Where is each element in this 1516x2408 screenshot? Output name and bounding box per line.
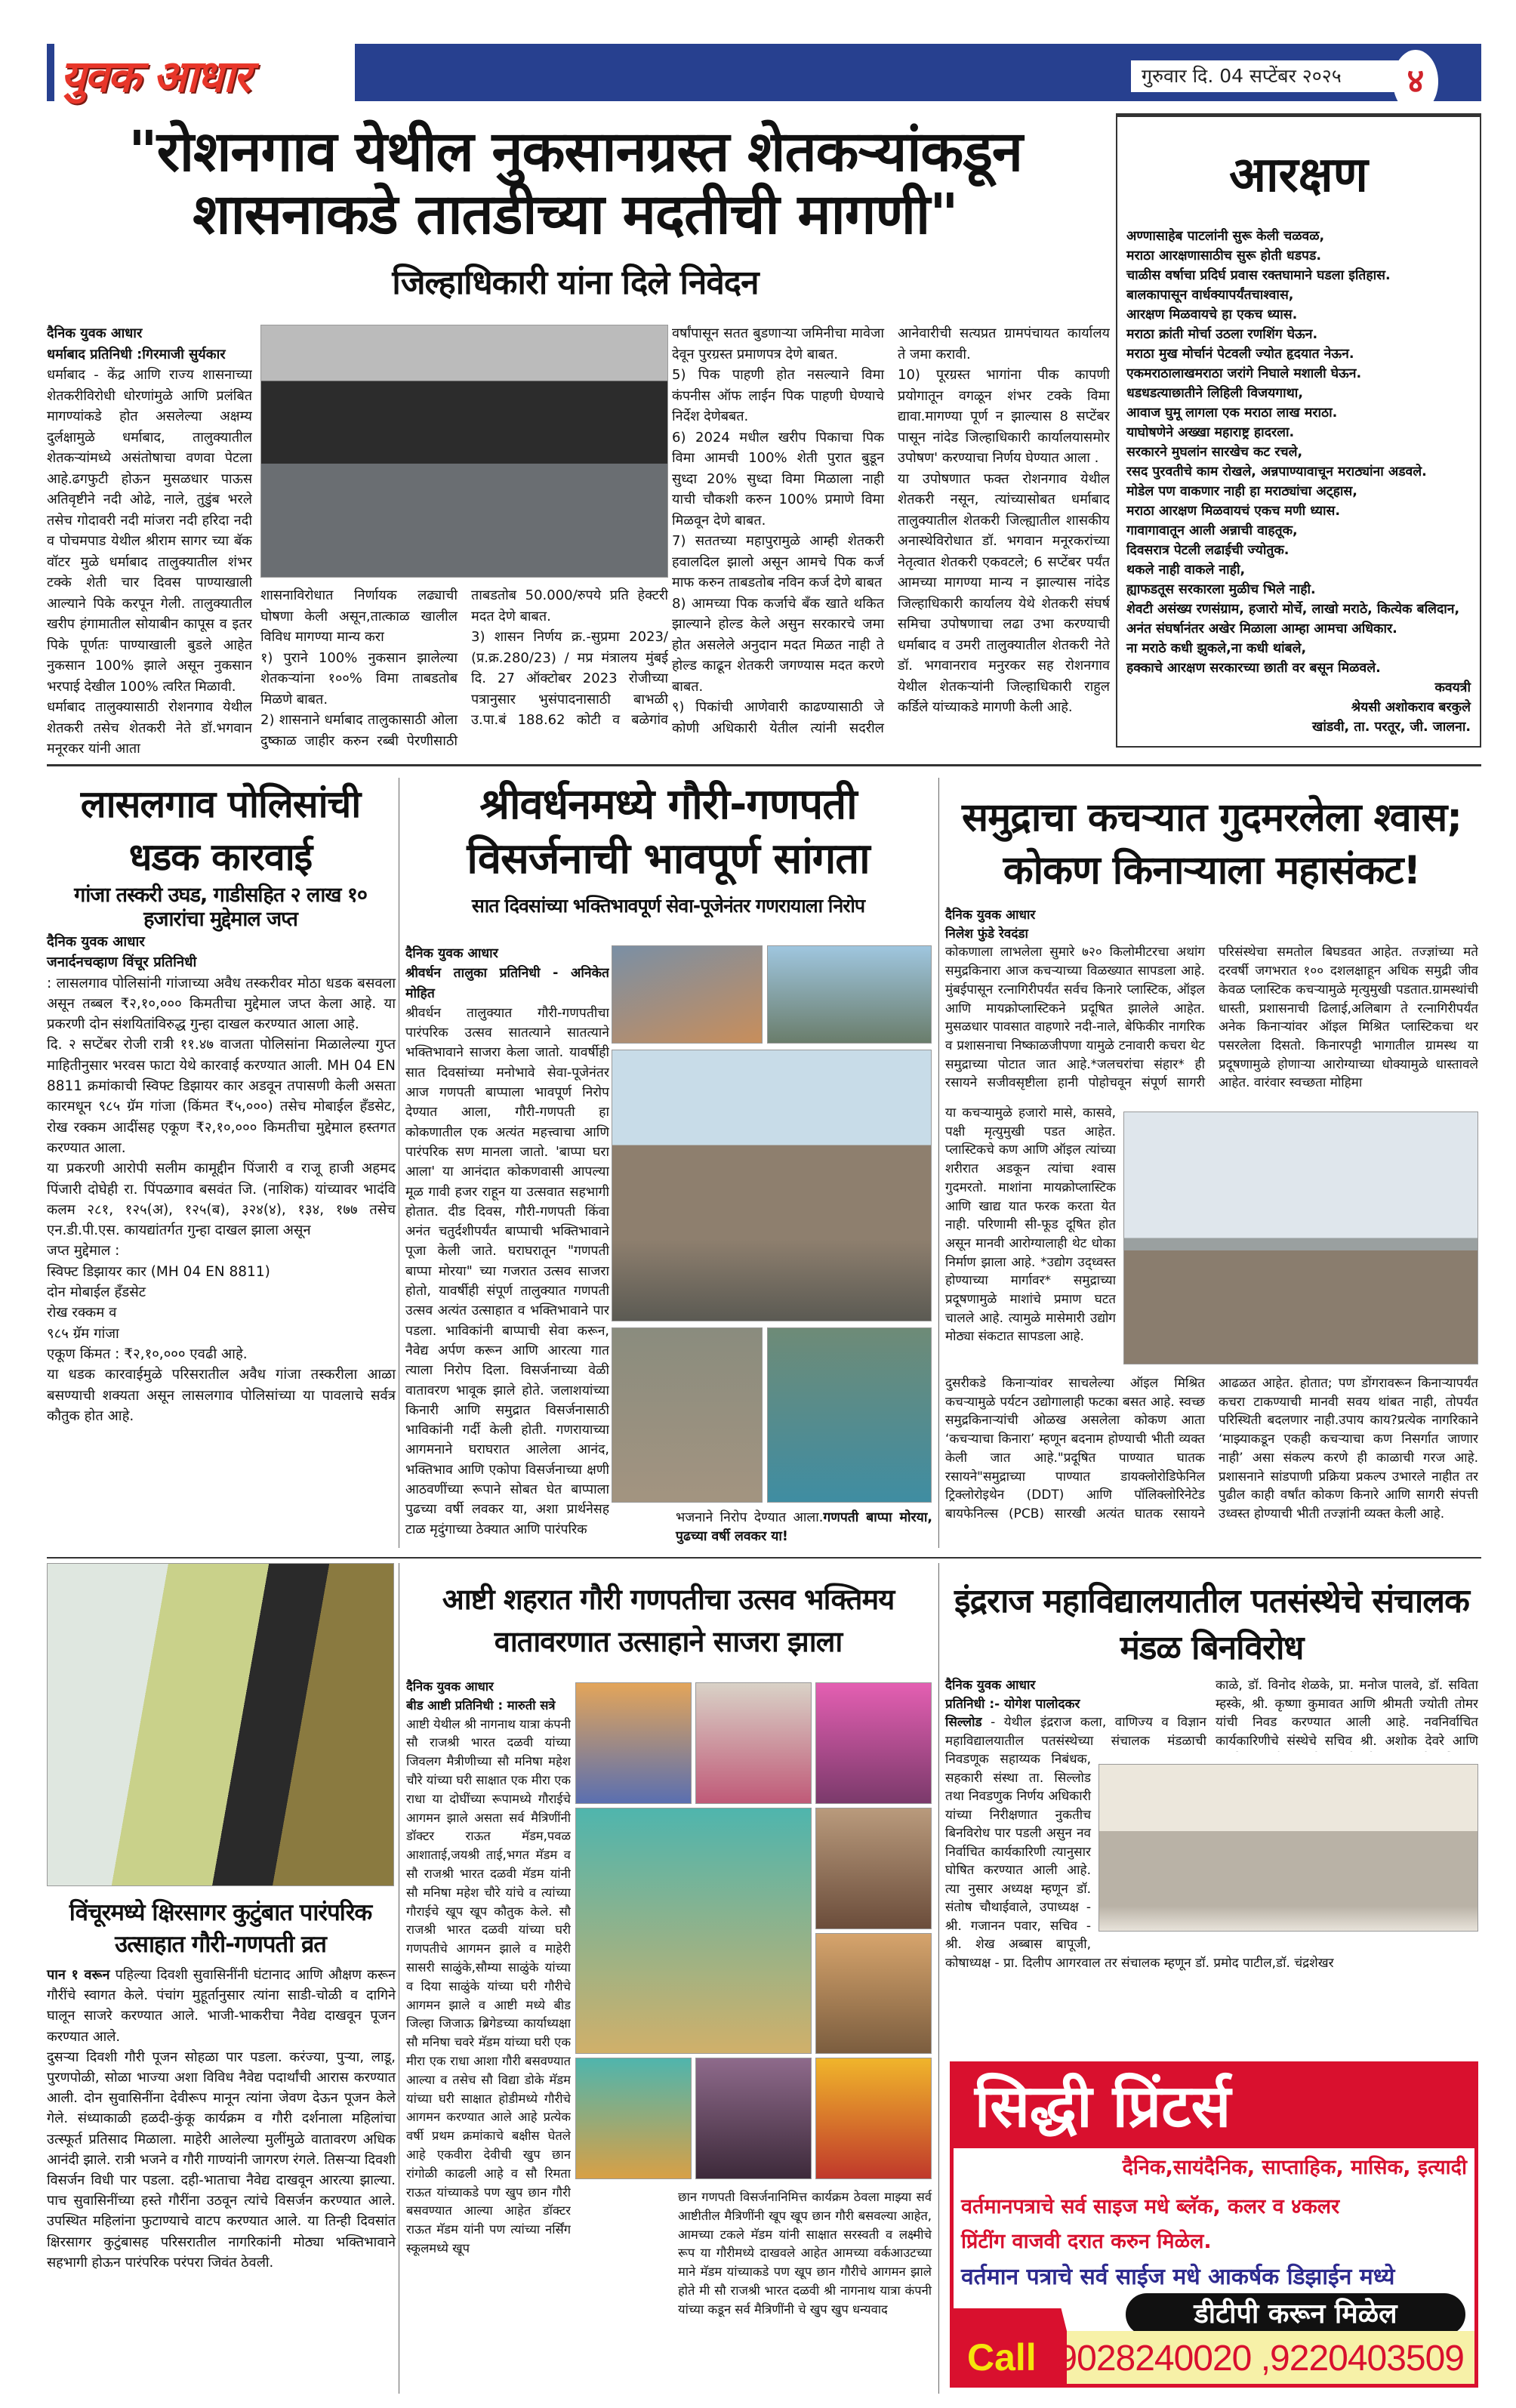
- poem-line: चाळीस वर्षाचा प्रदिर्घ प्रवास रक्तघामाने घडला इतिहास.: [1126, 268, 1391, 283]
- ad-phone-numbers[interactable]: 9028240020 ,9220403509: [1057, 2339, 1464, 2379]
- page-number: ४: [1393, 50, 1438, 113]
- indraraj-headline: इंद्रराज महाविद्यालयातील पतसंस्थेचे संचालक मंडळ बिनविरोध: [954, 1582, 1469, 1667]
- article-text: आष्टी येथील श्री नागनाथ यात्रा कंपनी सौ राजश्री भारत दळवी यांच्या जिवलग मैत्रीणीच्या सौ मनिषा महेश चौरे यांच्या घरी साक्षात एक मीरा एक राधा या दोघींच्या रूपामध्ये गौराईचे आगमन झाले असता सर्व मैत्रिणींनी डॉक्टर राऊत मॅडम,पवळ आशाताई,जयश्री ताई,भगत मॅडम व सौ राजश्री भारत दळवी मॅडम यांनी सौ मनिषा महेश चौरे यांचे व त्यांच्या गौराईचे खूप खूप कौतुक केले. सौ राजश्री भारत दळवी यांच्या घरी गणपतीचे आगमन झाले व माहेरी सासरी साळुंके,सौम्या साळुंके यांच्या व दिया साळुंके यांच्या घरी गौरीचे आगमन झाले व आष्टी मध्ये बीड जिल्हा जिजाऊ ब्रिगेडच्या कार्याध्यक्षा सौ मनिषा चवरे मॅडम यांच्या घरी एक मीरा एक राधा आशा गौरी बसवण्यात आल्या व तसेच सौ विद्या डोके मॅडम यांच्या घरी साक्षात होडीमध्ये गौरीचे आगमन करण्यात आले आहे प्रत्येक वर्षी प्रथम क्रमांकाचे बक्षीस घेतले आहे एकवीरा देवीची खुप छान रांगोळी काढली आहे व सौ रिमता राऊत यांच्याकडे पण खुप छान गौरी बसवण्यात आल्या आहेत डॉक्टर राऊत मॅडम यांनी पण त्यांच्या नर्सिंग स्कूलमध्ये खूप: [406, 1716, 571, 2255]
- article-text: दुसऱ्या दिवशी गौरी पूजन सोहळा पार पडला. करंज्या, पुऱ्या, लाडू, पुरणपोळी, सोळा भाज्या अशा विविध नैवेद्य पदार्थांची आरास करण्यात आली. दोन सुवासिनींना देवीरूप मानून त्यांना जेवण देऊन पूजन केले गेले. संध्याकाळी हळदी-कुंकू कार्यक्रम व गौरी दर्शनाला महिलांचा उत्स्फूर्त प्रतिसाद मिळाला. माहेरी आलेल्या मुलींमुळे वातावरण अधिक आनंदी झाले. रात्री भजने व गौरी गाण्यांनी जागरण रंगले. तिसऱ्या दिवशी विसर्जन विधी पार पडला. दही-भाताचा नैवेद्य दाखवून आरत्या झाल्या. पाच सुवासिनींच्या हस्ते गौरींना उठवून त्यांचे विसर्जन करण्यात आले. उपस्थित महिलांना फुटाण्याचे वाटप करण्यात आले. या तिन्ही दिवसांत क्षिरसागर कुटुंबासह परिसरातील नागरिकांनी मोठ्या भक्तिभावाने सहभागी होऊन पारंपरिक परंपरा जिवंत ठेवली.: [47, 2049, 396, 2271]
- lasalgaon-headline: लासलगाव पोलिसांची धडक कारवाई: [80, 782, 361, 879]
- paragraph: दोन मोबाईल हँडसेट: [47, 1284, 146, 1301]
- paper-name: दैनिक युवक आधार: [405, 946, 498, 961]
- photo-gauri-1: [575, 1682, 692, 1804]
- photo-committee-members: [1098, 1764, 1478, 1932]
- paragraph: ९) पिकांची आणेवारी काढण्यासाठी जे कोणी अधिकारी येतील त्यांनी सदरील आनेवारीची सत्यप्रत ग्रामपंचायत कार्यालय ते जमा करावी.: [672, 325, 1110, 736]
- paragraph: ९८५ ग्रॅम गांजा: [47, 1325, 119, 1342]
- ad-line-1: दैनिक,सायंदैनिक, साप्ताहिक, मासिक, इत्यादी: [1122, 2156, 1467, 2179]
- poem-line: मराठा क्रांती मोर्चा उठला रणशिंग घेऊन.: [1126, 327, 1318, 342]
- paragraph: 10) पूरग्रस्त भागांना पीक कापणी प्रयोगातून वगळून शंभर टक्के विमा द्यावा.मागण्या पूर्ण न झाल्यास 8 सप्टेंबर पासून नांदेड जिल्हाधिकारी कार्यालयासमोर उपोषण' करण्याचा निर्णय घेण्यात आला .: [898, 367, 1110, 466]
- indraraj-body-2: काळे, डॉ. विनोद शेळके, प्रा. मनोज पालवे, डॉ. सविता म्हस्के, श्री. कृष्णा कुमावत आणि श्रीमती ज्योती तोमर यांची निवड करण्यात आली आहे. नवनिर्वाचित कार्यकारिणीचे संस्थेचे सचिव श्री. अशोक देवरे आणि: [1216, 1678, 1478, 1749]
- paragraph: 3) शासन निर्णय क्र.-सुप्रमा 2023/ (प्र.क्र.280/23) / मप्र मंत्रालय मुंबई दि. 27 ऑक्टोबर 2023 रोजीच्या पत्रानुसार भुसंपादनासाठी बाभळी उ.पा.बं 188.62 कोटी व बळेगांव: [471, 629, 668, 728]
- shrivardhan-tail: [676, 1509, 932, 1546]
- ad-dtp-badge: डीटीपी करून मिळेल: [1126, 2293, 1465, 2336]
- ad-title: सिद्धी प्रिंटर्स: [954, 2065, 1474, 2148]
- paragraph-list: [47, 365, 252, 760]
- paragraph: स्विफ्ट डिझायर कार (MH 04 EN 8811): [47, 1263, 270, 1280]
- poem-line: मराठा आरक्षणासाठीच सुरू होती धडपड.: [1126, 248, 1322, 264]
- poem-line: धडधडत्याछातीने लिहिली विजयगाथा,: [1126, 386, 1303, 401]
- poem-signature-line-list: [1126, 678, 1471, 737]
- ad-line-3: प्रिंटींग वाजवी दरात करुन मिळेल.: [961, 2230, 1212, 2253]
- paragraph: धर्माबाद तालुक्यासाठी रोशनगाव येथील शेतकरी तसेच शेतकरी नेते डॉ.भगवान मनूरकर यांनी आता: [47, 699, 252, 757]
- lead-col-1: [47, 323, 252, 761]
- ad-line-4: वर्तमान पत्राचे सर्व साईज मधे आकर्षक डिझाईन मध्ये: [961, 2264, 1395, 2290]
- article-text: श्रीवर्धन तालुक्यात गौरी-गणपतीचा पारंपरिक उत्सव सातत्याने सातत्याने भक्तिभावाने साजरा केला जातो. यावर्षीही सात दिवसांच्या मनोभावे सेवा-पूजेनंतर आज गणपती बाप्पाला भावपूर्ण निरोप देण्यात आला, गौरी-गणपती हा कोकणातील एक अत्यंत महत्त्वाचा आणि पारंपरिक सण मानला जातो. 'बाप्पा घरा आला' या आनंदात कोकणवासी आपल्या मूळ गावी हजर राहून या उत्सवात सहभागी होतात. दीड दिवस, गौरी-गणपती किंवा अनंत चतुर्दशीपर्यंत बाप्पाची भक्तिभावाने पूजा केली जाते. घराघरातून "गणपती बाप्पा मोरया" च्या गजरात उत्सव साजरा होतो, यावर्षीही संपूर्ण तालुक्यात गणपती उत्सव अत्यंत उत्साहात व भक्तिभावाने पार पडला. भाविकांनी बाप्पाची सेवा करून, नैवेद्य अर्पण करून आणि आरत्या गात त्याला निरोप दिला. विसर्जनाच्या वेळी वातावरण भावूक झाले होते. जलाशयांच्या किनारी आणि समुद्रात विसर्जनासाठी भाविकांनी गर्दी केली होती. गणरायाच्या आगमनाने घराघरात आलेला आनंद, भक्तिभाव आणि एकोपा विसर्जनाच्या क्षणी आठवणींच्या रूपाने सोबत घेत बाप्पाला पुढच्या वर्षी लवकर या, अशा प्रार्थनेसह टाळ मृदुंगाच्या ठेक्यात आणि पारंपरिक: [405, 1005, 609, 1537]
- paragraph: रोख रक्कम व: [47, 1305, 117, 1321]
- ashti-headline: आष्टी शहरात गौरी गणपतीचा उत्सव भक्तिमय वातावरणात उत्साहाने साजरा झाला: [442, 1583, 895, 1658]
- photo-gauri-7: [575, 2058, 692, 2179]
- ashti-photo-grid: [575, 1682, 932, 2179]
- ashti-tail: छान गणपती विसर्जनानिमित्त कार्यक्रम ठेवला माझ्या सर्व आष्टीतील मैत्रिणींनी खूप खूप छान गौरी बसवल्या आहेत, आमच्या टकले मॅडम यांनी साक्षात सरस्वती व लक्ष्मीचे रूप या गौरीमध्ये दाखवले आहेत आमच्या वर्कआउटच्या माने मॅडम यांच्याकडे पण खूप छान गौरीचे आगमन झाले होते मी सौ राजश्री भारत दळवी श्री नागनाथ यात्रा कंपनी यांच्या कडून सर्व मैत्रिणींनी चे खुप खुप धन्यवाद: [678, 2190, 932, 2317]
- article-text: पहिल्या दिवशी सुवासिनींनी घंटानाद आणि औक्षण करून गौरींचे स्वागत केले. पंचांग मुहूर्तानुसार त्यांना साडी-चोळी व दागिने घालून साजरे करण्यात आले. भाजी-भाकरीचा नैवेद्य दाखवून पूजन करण्यात आले.: [47, 1967, 396, 2045]
- konkan-bottom: दुसरीकडे किनाऱ्यांवर साचलेल्या ऑइल मिश्रित कचऱ्यामुळे पर्यटन उद्योगालाही फटका बसत आहे. स्वच्छ समुद्रकिनाऱ्यांची ओळख असलेला कोकण आता ‘कचऱ्याचा किनारा’ म्हणून बदनाम होण्याची भीती व्यक्त केली जात आहे."प्रदूषित पाण्यात घातक रसायने"समुद्राच्या पाण्यात डायक्लोरोडिफेनिल ट्रिक्लोरोइथेन (DDT) आणि पॉलिक्लोरिनेटेड बायफेनिल्स (PCB) सारखी अत्यंत घातक रसायने आढळत आहेत. होतात; पण डोंगरावरून किनाऱ्यापर्यंत कचरा टाकण्याची मानवी सवय थांबत नाही, तोपर्यंत परिस्थिती बदलणार नाही.उपाय काय?प्रत्येक नागरिकाने ‘माझ्याकडून एकही कचऱ्याचा कण निसर्गात जाणार नाही’ असा संकल्प करणे ही काळाची गरज आहे. प्रशासनाने सांडपाणी प्रक्रिया प्रकल्प उभारले नाहीत तर पुढील काही वर्षांत कोकण किनारे आणि सागरी संपत्ती उध्वस्त होण्याची भीती तज्ज्ञांनी व्यक्त केली आहे.: [945, 1376, 1478, 1522]
- poem-line: आवाज घुमू लागला एक मराठा लाख मराठा.: [1126, 405, 1338, 421]
- ad-line-2: वर्तमानपत्राचे सर्व साइज मधे ब्लॅक, कलर व ४कलर: [961, 2195, 1340, 2218]
- section-divider: [47, 764, 1481, 766]
- issue-date: गुरुवार दि. 04 सप्टेंबर २०२५: [1131, 60, 1412, 92]
- konkan-top: [945, 906, 1478, 1093]
- paragraph: शासनाविरोधात निर्णायक लढ्याची घोषणा केली असून,तात्काळ खालील विविध मागण्या मान्य करा: [260, 587, 458, 645]
- poem-line: शेवटी असंख्य रणसंग्राम, हजारो मोर्चे, लाखो मराठे, कित्येक बलिदान,: [1126, 602, 1460, 617]
- photo-visarjan-4: [767, 1327, 932, 1503]
- paper-name: दैनिक युवक आधार: [406, 1679, 494, 1694]
- paragraph: वर्षांपासून सतत बुडणाऱ्या जमिनीचा मावेजा देवून पुरग्रस्त प्रमाणपत्र देणे बाबत.: [672, 325, 884, 362]
- photo-gauri-8: [695, 2058, 812, 2179]
- paragraph: या उपोषणात फक्त रोशनगाव येथील शेतकरी नसून, त्यांच्यासोबत धर्माबाद तालुक्यातील शेतकरी जिल्ह्यातील शासकीय अनास्थेविरोधात डॉ. भगवान मनूरकरांच्या नेतृत्वात शेतकरी एकवटले; 6 सप्टेंबर पर्यंत आमच्या मागण्या मान्य न झाल्यास नांदेड जिल्हाधिकारी कार्यालय येथे शेतकरी संघर्ष समिचा उपोषणाचा लढा उभा करण्याची धर्माबाद व उमरी तालुक्यातील शेतकरी नेते डॉ. भगवानराव मनुरकर सह रोशनगाव येथील शेतकऱ्यांनी जिल्हाधिकारी राहुल कर्डिले यांच्याकडे मागणी केली आहे.: [898, 470, 1110, 715]
- konkan-side: या कचऱ्यामुळे हजारो मासे, कासवे, पक्षी मृत्युमुखी पडत आहेत. प्लास्टिकचे कण आणि ऑइल त्यांच्या शरीरात अडकून त्यांचा श्वास गुदमरतो. माशांना मायक्रोप्लास्टिक आणि खाद्य यात फरक करता येत नाही. परिणामी सी-फूड दूषित होत असून मानवी आरोग्यालाही थेट धोका निर्माण झाला आहे. *उद्योग उद्ध्वस्त होण्याच्या मार्गावर* समुद्राच्या प्रदूषणामुळे माशांचे प्रमाण घटत चालले आहे. त्यामुळे मासेमारी उद्योग मोठ्या संकटात सापडला आहे.: [945, 1105, 1116, 1345]
- illustration-police-ganja: [47, 1563, 394, 1886]
- poem-line: मोडेल पण वाकणार नाही हा मराठ्यांचा अट्हास,: [1126, 484, 1357, 499]
- poem-line: अण्णासाहेब पाटलांनी सुरू केली चळवळ,: [1126, 229, 1325, 244]
- photo-gauri-6: [815, 1933, 932, 2055]
- poem-line: ह्याफडतूस सरकारला मुळीच भिले नाही.: [1126, 582, 1316, 597]
- poem-signature-line: कवयत्री: [1434, 680, 1471, 695]
- lasalgaon-body: [47, 932, 396, 1426]
- closing-line: गणपती बाप्पा मोरया, पुढच्या वर्षी लवकर या!: [676, 1510, 932, 1544]
- lead-subhead: जिल्हाधिकारी यांना दिले निवेदन: [392, 264, 759, 302]
- newspaper-logo: युवक आधार: [54, 44, 355, 109]
- paragraph: 7) सततच्या महापुरामुळे आम्ही शेतकरी हवालदिल झालो असून आमचे पिक कर्ज माफ करुन ताबडतोब नविन कर्ज देणे बाबत: [672, 533, 884, 590]
- lead-col-3: [672, 323, 1110, 761]
- paper-name: दैनिक युवक आधार: [47, 325, 143, 341]
- shrivardhan-headline: श्रीवर्धनमध्ये गौरी-गणपती विसर्जनाची भावपूर्ण सांगता: [467, 780, 870, 883]
- photo-visarjan-procession: [612, 1050, 932, 1321]
- paper-name: दैनिक युवक आधार: [945, 1678, 1036, 1693]
- paragraph: धर्माबाद - केंद्र आणि राज्य शासनाच्या शेतकरीविरोधी धोरणांमुळे आणि प्रलंबित मागण्यांकडे होत असलेल्या अक्षम्य दुर्लक्षामुळे धर्माबाद, तालुक्यातील शेतकऱ्यांमध्ये असंतोषाचा वणवा पेटला आहे.ढगफुटी होऊन मुसळधार पाऊस अतिवृष्टीने नदी ओढे, नाले, तुडुंब भरले तसेच गोदावरी नदी मांजरा नदी हरिदा नदी व पोचमपाड येथील श्रीराम सागर च्या बॅक वॉटर मुळे धर्माबाद तालुक्यातील शंभर टक्के शेती चार दिवस पाण्याखाली आल्याने पिके करपून गेली. तालुक्यातील खरीप हंगामातील सोयाबीन कापूस व इतर पिके पूर्णतः पाण्याखाली बुडले आहेत नुकसान 100% झाले असून नुकसान भरपाई देखील 100% त्वरित मिळावी.: [47, 367, 252, 695]
- article-text: भजनाने निरोप देण्यात आला.: [676, 1510, 824, 1525]
- photo-visarjan-3: [612, 1327, 763, 1503]
- paragraph: 5) पिक पाहणी होत नसल्याने विमा कंपनीस ऑफ लाईन पिक पाहणी घेण्याचे निर्देश देणेबबत.: [672, 367, 884, 424]
- paragraph: 2) शासनाने धर्माबाद तालुकासाठी ओला दुष्काळ जाहीर करुन रब्बी पेरणीसाठी ताबडतोब 50.000/रुपये प्रति हेक्टरी मदत देणे बाबत.: [260, 587, 668, 749]
- poem-line: बालकापासून वार्धक्यापर्यंतचाश्वास,: [1126, 288, 1294, 303]
- poem-line: मराठा मुख मोर्चानं पेटवली ज्योत हृदयात नेऊन.: [1126, 347, 1354, 362]
- article-text: कोकणाला लाभलेला सुमारे ७२० किलोमीटरचा अथांग समुद्रकिनारा आज कचऱ्याच्या विळख्यात सापडला आहे. मुंबईपासून रत्नागिरीपर्यंत सर्वच किनारे प्लास्टिक, ऑइल आणि मायक्रोप्लास्टिकने प्रदूषित झालेले आहेत. मुसळधार पावसात वाहणारे नदी-नाले, बेफिकीर नागरिक व प्रशासनाचा निष्काळजीपणा यामुळे टनावारी कचरा थेट समुद्राच्या पोटात जात आहे.*जलचरांचा संहार* ही रसायने सजीवसृष्टीला हानी पोहोचवून संपूर्ण सागरी परिसंस्थेचा समतोल बिघडवत आहेत. तज्ज्ञांच्या मते दरवर्षी जगभरात १०० दशलक्षाहून अधिक समुद्री जीव केवळ प्लास्टिक कचऱ्यामुळे मृत्युमुखी पडतात.ग्रामस्थांची धास्ती, प्रशासनाची ढिलाई,अलिबाग ते रत्नागिरीपर्यंत अनेक किनाऱ्यांवर ऑइल मिश्रित प्लास्टिकचा थर पसरलेला दिसतो. किनारपट्टी भागातील ग्रामस्थ या प्रदूषणामुळे होणाऱ्या आरोग्याच्या धोक्यामुळे धास्तावले आहेत. वारंवार स्वच्छता मोहिमा: [945, 945, 1478, 1091]
- poem-title: आरक्षण: [1229, 147, 1368, 203]
- article-text: - येथील इंद्रराज कला, वाणिज्य व विज्ञान महाविद्यालयातील पतसंस्थेच्या संचालक मंडळाची निवडणूक सहाय्यक निबंधक, सहकारी संस्था ता. सिल्लोड तथा निवडणुक निर्णय अधिकारी यांच्या निरीक्षणात नुकतीच बिनविरोध पार पडली असुन नव निर्वाचित कार्यकारिणी त्यानुसार घोषित करण्यात आली आहे. त्या नुसार अध्यक्ष म्हणून डॉ. संतोष चौथाईवाले, उपाध्यक्ष - श्री. गजानन पवार, सचिव - श्री. शेख अब्बास बापूजी, कोषाध्यक्ष - प्रा. दिलीप आगरवाल तर संचालक म्हणून डॉ. प्रमोद पाटील,डॉ. चंद्रशेखर: [945, 1715, 1334, 1971]
- advertisement-siddhi-printers: [950, 2061, 1478, 2388]
- poem-box: [1116, 113, 1481, 748]
- byline: प्रतिनिधी :- योगेश पालोदकर: [945, 1696, 1080, 1712]
- ad-call-label: Call: [967, 2336, 1037, 2379]
- poem-signature-line: खांडवी, ता. परतूर, जी. जालना.: [1312, 720, 1471, 735]
- poem-line: ना मराठे कधी झुकले,ना कधी थांबले,: [1126, 641, 1307, 656]
- shrivardhan-subhead: सात दिवसांच्या भक्तिभावपूर्ण सेवा-पूजेनंतर गणरायाला निरोप: [471, 895, 865, 917]
- photo-gauri-3: [815, 1682, 932, 1804]
- poem-signature-line: श्रेयसी अशोकराव बरकुले: [1351, 700, 1471, 715]
- paragraph: या प्रकरणी आरोपी सलीम कामूद्दीन पिंजारी व राजू हाजी अहमद पिंजारी दोघेही रा. पिंपळगाव बसवंत जि. (नाशिक) यांच्यावर भादंवि कलम २८१, १२५(अ), १२५(ब), ३२४(४), १३४, १७७ तसेच एन.डी.पी.एस. कायद्यांतर्गत गुन्हा दाखल झाला असून: [47, 1161, 396, 1239]
- paragraph: या धडक कारवाईमुळे परिसरातील अवैध गांजा तस्करीला आळा बसण्याची शक्यता असून लासलगाव पोलिसांच्या या पावलाचे सर्वत्र कौतुक होत आहे.: [47, 1367, 396, 1424]
- paragraph: 8) आमच्या पिक कर्जाचे बँक खाते थकित झाल्याने होल्ड केले असुन सरकारचे जमा होत असलेले अनुदान मदत मिळत नाही ते होल्ड काढून शेतकरी जगण्यास मदत करणे बाबत.: [672, 595, 884, 695]
- paragraph: : लासलगाव पोलिसांनी गांजाच्या अवैध तस्करीवर मोठा धडक बसवला असून तब्बल ₹२,१०,००० किमतीचा मुद्देमाल जप्त केला आहे. या प्रकरणी दोन संशयितांविरुद्ध गुन्हा दाखल करण्यात आला आहे.: [47, 975, 396, 1033]
- photo-visarjan-2: [767, 945, 932, 1044]
- konkan-headline: समुद्राचा कचऱ्यात गुदमरलेला श्वास; कोकण किनाऱ्याला महासंकट!: [961, 795, 1462, 893]
- column-divider: [938, 778, 939, 1548]
- poem-line: रसद पुरवतीचे काम रोखले, अन्नपाण्यावाचून मराठ्यांना अडवले.: [1126, 464, 1427, 479]
- column-divider: [938, 1563, 939, 2394]
- lead-headline: "रोशनगाव येथील नुकसानग्रस्त शेतकऱ्यांकडून शासनाकडे तातडीच्या मदतीची मागणी": [128, 119, 1022, 247]
- paragraph-list: [47, 973, 396, 1427]
- poem-line: आरक्षण मिळवायचे हा एकच ध्यास.: [1126, 307, 1298, 322]
- paper-name: दैनिक युवक आधार: [945, 908, 1036, 923]
- continued-from: पान १ वरून: [47, 1967, 110, 1983]
- photo-visarjan-1: [612, 945, 763, 1044]
- photo-gauri-5: [815, 1808, 932, 1929]
- paragraph: जप्त मुद्देमाल :: [47, 1243, 120, 1259]
- byline: जनार्दनचव्हाण विंचूर प्रतिनिधी: [47, 954, 197, 971]
- poem-line: याघोषणेने अख्खा महाराष्ट्र हादरला.: [1126, 425, 1295, 440]
- section-divider: [47, 1557, 1481, 1559]
- photo-polluted-beach: [1123, 1112, 1478, 1364]
- poem-line: थकले नाही वाकले नाही,: [1126, 563, 1246, 578]
- paragraph: एकूण किंमत : ₹२,१०,००० एवढी आहे.: [47, 1346, 248, 1362]
- paper-name: दैनिक युवक आधार: [47, 934, 145, 950]
- paragraph: १) पुराने 100% नुकसान झालेल्या शेतकऱ्यांना १००% विमा ताबडतोब मिळणे बाबत.: [260, 649, 458, 708]
- photo-gauri-9: [815, 2058, 932, 2179]
- poem-line: सरकारने मुघलांन सारखेच कट रचले,: [1126, 445, 1303, 460]
- poem-line: मराठा आरक्षण मिळवायचं एकच मणी ध्यास.: [1126, 504, 1341, 519]
- poem-line-list: [1126, 227, 1471, 678]
- byline: श्रीवर्धन तालुका प्रतिनिधी - अनिकेत मोहित: [405, 966, 609, 1001]
- vinchur-body: [47, 1965, 396, 2273]
- photo-farmers-at-collector-office: [260, 325, 668, 578]
- byline: बीड आष्टी प्रतिनिधी : मारुती सत्रे: [406, 1697, 556, 1713]
- byline: निलेश फुंडे रेवदंडा: [945, 926, 1028, 942]
- byline: धर्माबाद प्रतिनिधी :गिरमाजी सुर्यकार: [47, 346, 226, 362]
- photo-gauri-2: [695, 1682, 812, 1804]
- dateline-place: सिल्लोड: [945, 1715, 982, 1730]
- paragraph: 6) 2024 मधील खरीप पिकाचा पिक विमा आमची 100% शेती पुरात बुडून सुध्दा 20% सुध्दा विमा मिळाला नाही याची चौकशी करुन 100% प्रमाणे विमा मिळवून देणे बाबत.: [672, 429, 884, 529]
- photo-gauri-4: [575, 1808, 812, 2055]
- paragraph: दि. २ सप्टेंबर रोजी रात्री ११.४७ वाजता पोलिसांना मिळालेल्या गुप्त माहितीनुसार भरवस फाटा येथे कारवाई करण्यात आली. MH 04 EN 8811 क्रमांकाची स्विफ्ट डिझायर कार अडवून तपासणी केली असता कारमधून ९८५ ग्रॅम गांजा (किंमत ₹५,०००) तसेच मोबाईल हँडसेट, रोख रक्कम आदींसह एकूण ₹२,१०,००० किमतीचा मुद्देमाल हस्तगत करण्यात आला.: [47, 1037, 396, 1156]
- poem-line: अनंत संघर्षानंतर अखेर मिळाला आम्हा आमचा अधिकार.: [1126, 621, 1397, 637]
- vinchur-headline: विंचूरमध्ये क्षिरसागर कुटुंबात पारंपरिक उत्साहात गौरी-गणपती व्रत: [69, 1899, 372, 1958]
- shrivardhan-body: [405, 944, 609, 1548]
- lasalgaon-subhead: गांजा तस्करी उघड, गाडीसहित २ लाख १० हजारांचा मुद्देमाल जप्त: [74, 883, 367, 931]
- poem-line: दिवसरात्र पेटली लढाईची ज्योतुक.: [1126, 543, 1290, 558]
- poem-line: हक्काचे आरक्षण सरकारच्या छाती वर बसून मिळवले.: [1126, 661, 1381, 676]
- poem-line: गावागावातून आली अन्नाची वाहतूक,: [1126, 523, 1298, 538]
- ashti-body: [406, 1678, 571, 2388]
- lead-col-2: [260, 585, 668, 759]
- poem-line: एकमराठालाखमराठा जरांगे निघाले मशाली घेऊन.: [1126, 366, 1362, 381]
